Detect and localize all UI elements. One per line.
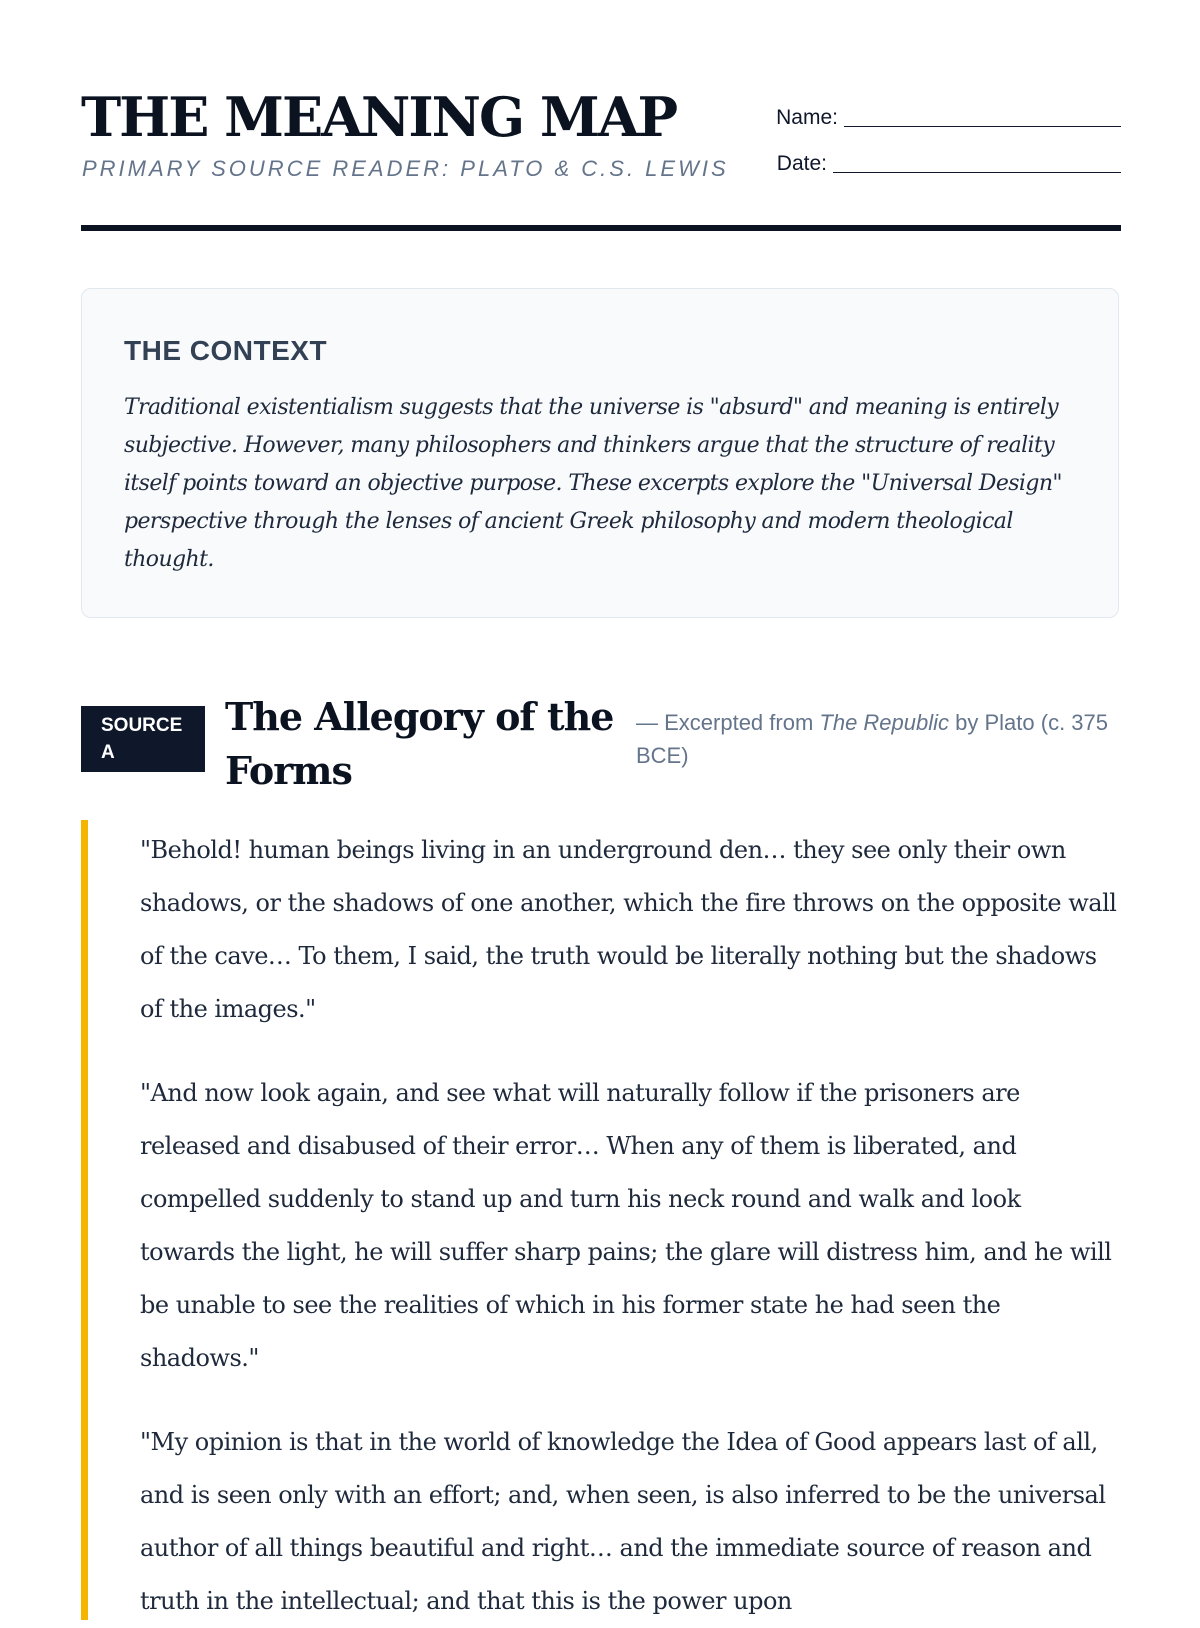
worksheet-page: [81, 0, 1121, 1615]
source-a-header: [81, 690, 1121, 800]
date-blank-line: [833, 172, 1121, 173]
attribution-prefix: — Excerpted from: [636, 710, 820, 735]
context-box: [81, 288, 1119, 618]
excerpt-paragraph: "Behold! human beings living in an underground den… they see only their own shadows, or the shadows of one another, which the fire throws on the opposite wall of the cave… To them, I said, the truth would be literally nothing but the shadows of the images.": [140, 836, 1117, 1023]
attribution-work-title: The Republic: [819, 710, 950, 735]
date-field-row: [761, 152, 1121, 176]
source-a-excerpt: [81, 820, 1121, 1620]
name-label: Name:: [776, 106, 838, 129]
page-subtitle: PRIMARY SOURCE READER: PLATO & C.S. LEWIS: [82, 156, 729, 181]
header-divider: [81, 225, 1121, 231]
attribution-suffix: by Plato (c. 375 BCE): [636, 710, 1109, 768]
source-attribution: [636, 706, 1121, 772]
context-text: Traditional existentialism suggests that the universe is "absurd" and meaning is entirely subjective. However, many philosophers and thinkers argue that the structure of reality itself points toward an objective purpose. These excerpts explore the "Universal Design" perspective through the lenses of ancient Greek philosophy and modern theological thought.: [124, 395, 1062, 572]
source-badge: SOURCE A: [81, 706, 205, 772]
name-blank-line: [844, 126, 1121, 127]
worksheet-header: [81, 84, 1121, 234]
excerpt-paragraph: "My opinion is that in the world of knowledge the Idea of Good appears last of all, and is seen only with an effort; and, when seen, is also inferred to be the universal author of all things beautiful and right… and the immediate source of reason and truth in the intellectual; and that this is the power upon: [140, 1428, 1106, 1615]
name-field-row: [761, 106, 1121, 130]
page-title: THE MEANING MAP: [81, 85, 677, 149]
context-heading: THE CONTEXT: [124, 335, 328, 366]
excerpt-paragraph: "And now look again, and see what will naturally follow if the prisoners are released and disabused of their error… When any of them is liberated, and compelled suddenly to stand up and turn his neck round and walk and look towards the light, he will suffer sharp pains; the glare will distress him, and he will be unable to see the realities of which in his former state he had seen the shadows.": [140, 1079, 1112, 1372]
student-fields: [761, 106, 1121, 198]
date-label: Date:: [776, 152, 827, 175]
source-title: The Allegory of the Forms: [225, 694, 614, 793]
